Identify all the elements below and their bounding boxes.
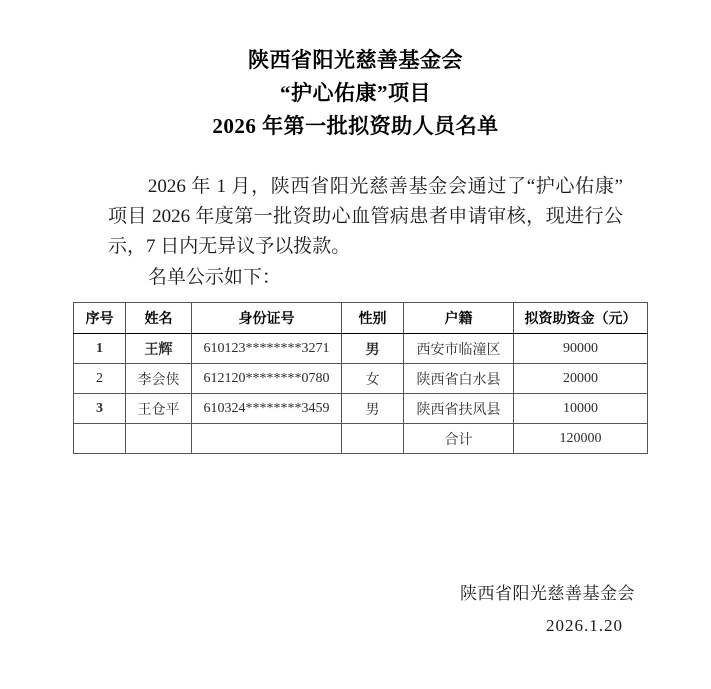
total-amount: 120000 — [514, 424, 648, 454]
cell-household: 陕西省扶风县 — [404, 394, 514, 424]
total-label: 合计 — [404, 424, 514, 454]
cell-amount: 10000 — [514, 394, 648, 424]
cell-id-number: 612120********0780 — [192, 364, 342, 394]
total-cell-name — [126, 424, 192, 454]
table-row — [74, 334, 648, 364]
cell-name: 王仓平 — [126, 394, 192, 424]
cell-gender: 男 — [342, 334, 404, 364]
cell-household: 陕西省白水县 — [404, 364, 514, 394]
signature-organization: 陕西省阳光慈善基金会 — [460, 584, 635, 603]
cell-index: 2 — [74, 364, 126, 394]
column-header-name: 姓名 — [126, 303, 192, 334]
table-total-row — [74, 424, 648, 454]
table-row — [74, 394, 648, 424]
table-header-row — [74, 303, 648, 334]
cell-gender: 女 — [342, 364, 404, 394]
column-header-index: 序号 — [74, 303, 126, 334]
column-header-gender: 性别 — [342, 303, 404, 334]
cell-amount: 20000 — [514, 364, 648, 394]
column-header-amount: 拟资助资金（元） — [514, 303, 648, 334]
roster-table-container — [0, 302, 711, 454]
cell-amount: 90000 — [514, 334, 648, 364]
cell-id-number: 610324********3459 — [192, 394, 342, 424]
cell-name: 王辉 — [126, 334, 192, 364]
signature-date: 2026.1.20 — [546, 616, 623, 635]
document-body — [0, 172, 711, 293]
title-line-2: “护心佑康”项目 — [280, 81, 431, 105]
signature-block — [0, 580, 711, 640]
cell-id-number: 610123********3271 — [192, 334, 342, 364]
title-line-3: 2026 年第一批拟资助人员名单 — [212, 114, 499, 138]
cell-index: 1 — [74, 334, 126, 364]
roster-table — [73, 302, 648, 454]
body-paragraph-1: 2026 年 1 月，陕西省阳光慈善基金会通过了“护心佑康”项目 2026 年度第一批资助心血管病患者申请审核，现进行公示，7 日内无异议予以拨款。 — [108, 176, 623, 257]
column-header-household: 户籍 — [404, 303, 514, 334]
total-cell-id — [192, 424, 342, 454]
total-cell-index — [74, 424, 126, 454]
column-header-id: 身份证号 — [192, 303, 342, 334]
title-line-1: 陕西省阳光慈善基金会 — [248, 48, 463, 72]
cell-household: 西安市临潼区 — [404, 334, 514, 364]
body-paragraph-2: 名单公示如下： — [147, 267, 281, 288]
cell-index: 3 — [74, 394, 126, 424]
cell-gender: 男 — [342, 394, 404, 424]
total-cell-gender — [342, 424, 404, 454]
document-title — [0, 0, 711, 143]
table-row — [74, 364, 648, 394]
cell-name: 李会侠 — [126, 364, 192, 394]
